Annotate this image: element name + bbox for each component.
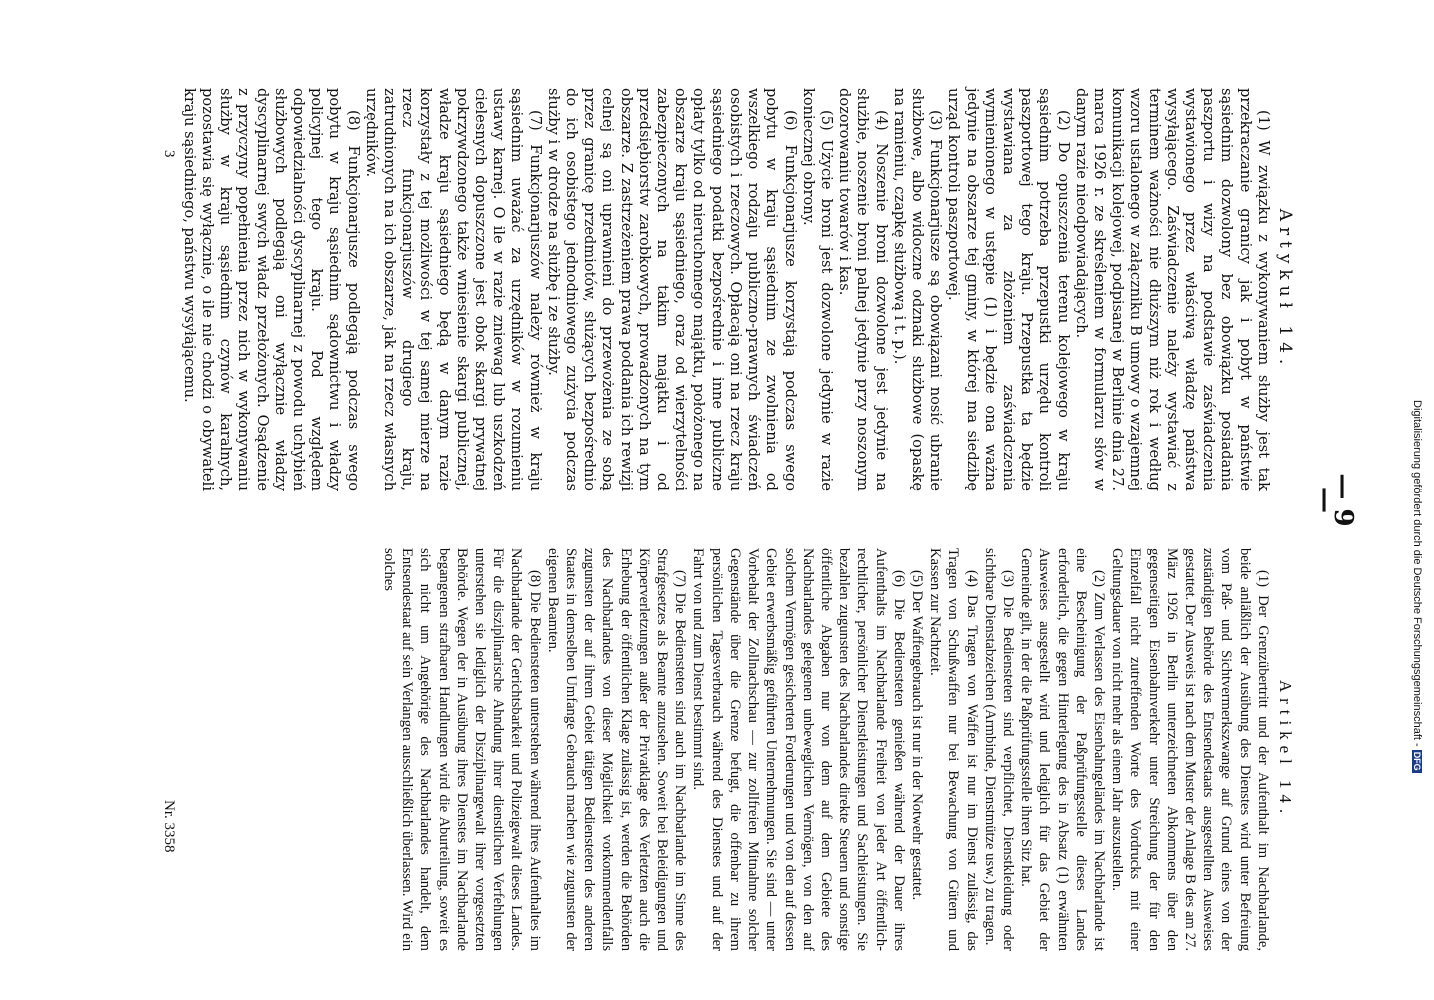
margin-note: [1411, 400, 1423, 773]
german-column: [380, 548, 1294, 951]
polish-paragraph: (1) W związku z wykonywaniem służby jest tak przekraczanie granicy jak i pobyt w państwie sąsiednim dozwolony bez obowiązku posiadania paszportu i wizy na podstawie zaświadczenia wystawionego przez właściwą władzę państwa wysyłającego. Zaświadczenie należy wystawiać z terminem ważności nie dłuższym niż rok i według wzoru ustalonego w załączniku B umowy o wzajemnej komunikacji kolejowej, podpisanej w Berlinie dnia 27. marca 1926 r. ze skreśleniem w formularzu słów w danym razie nieodpowiadających.: [1072, 88, 1272, 491]
german-paragraph: (3) Die Bediensteten sind verpflichtet, Dienstkleidung oder sichtbare Dienstabzeichen (Armbinde, Dienstmütze usw.) zu tragen.: [981, 548, 1016, 951]
german-paragraph: (4) Das Tragen von Waffen ist nur im Dienst zulässig, das Tragen von Schußwaffen nur bei Bewachung von Gütern und Kassen zur Nachtzeit.: [927, 548, 980, 951]
german-paragraph: (6) Die Bediensteten genießen während der Dauer ihres Aufenthalts im Nachbarlande Freiheit von jeder Art öffentlich-rechtlicher, persönlicher Dienstleistungen und Sachleistungen. Sie bezahlen zugunsten des Nachbarlandes direkte Steuern und sonstige öffentliche Abgaben nur von dem auf dem Gebiete des Nachbarlandes gelegenen unbeweglichen Vermögen, von den auf solchem Vermögen gesicherten Forderungen und von den auf dessen Gebiet erwerbsmäßig geführten Unternehmungen. Sie sind — unter Vorbehalt der Zollnachschau — zur zollfreien Mitnahme solcher Gegenstände über die Grenze befugt, die offenbar zu ihrem persönlichen Tagesverbrauch während des Dienstes und auf der Fahrt von und zum Dienst bestimmt sind.: [690, 548, 907, 951]
polish-paragraph: (4) Noszenie broni dozwolone jest jedynie na służbie, noszenie broni palnej jedynie przy noszonym dozorowaniu towarów i kas.: [836, 88, 890, 491]
dfg-logo: DFG: [1412, 751, 1422, 771]
funding-note: Digitalisierung gefördert durch die Deutsche Forschungsgemeinschaft -: [1411, 400, 1423, 747]
german-paragraph: (2) Zum Verlassen des Eisenbahngeländes im Nachbarlande ist eine Bescheinigung der Paßprüfungsstelle dieses Landes erforderlich, die gegen Hinterlegung des in Absatz (1) erwähnten Ausweises ausgestellt wird und lediglich für das Gebiet der Gemeinde gilt, in der die Paßprüfungsstelle ihren Sitz hat.: [1018, 548, 1107, 951]
polish-paragraph: (6) Funkcjonarjusze korzystają podczas swego pobytu w kraju sąsiednim ze zwolnienia od wszelkiego rodzaju publiczno-prawnych świadczeń osobistych i rzeczowych. Opłacają oni na rzecz kraju sąsiedniego podatki bezpośrednie i inne publiczne opłaty tylko od nieruchomego majątku, położonego na obszarze kraju sąsiedniego, oraz od wierzytelności zabezpieczonych na takim majątku i od przedsiębiorstw zarobkowych, prowadzonych na tym obszarze. Z zastrzeżeniem prawa poddania ich rewizji celnej są oni uprawnieni do przewożenia ze sobą przez granicę przedmiotów, służących bezpośrednio do ich osobistego jednodniowego zużycia podczas służby i w drodze na służbę i ze służby.: [544, 88, 799, 491]
polish-paragraph: (2) Do opuszczenia terenu kolejowego w kraju sąsiednim potrzeba przepustki urzędu kontroli paszportowej tego kraju. Przepustka ta będzie wystawiana za złożeniem zaświadczenia wymienionego w ustępie (1) i będzie ona ważna jedynie na obszarze tej gminy, w której ma siedzibę urząd kontroli paszportowej.: [945, 88, 1072, 491]
german-article-title: Artikel 14.: [1276, 679, 1295, 820]
polish-paragraph: (8) Funkcjonarjusze podlegają podczas swego pobytu w kraju sąsiednim sądownictwu i władzy policyjnej tego kraju. Pod względem odpowiedzialności dyscyplinarnej z powodu uchybień służbowych podlegają oni wyłącznie władzy dyscyplinarnej swych władz przełożonych. Osądzenie z przyczyny popełnienia przez nich w wykonywaniu służby w kraju sąsiednim czynów karalnych, pozostawia się wyłącznie, o ile nie chodzi o obywateli kraju sąsiedniego, państwu wysyłającemu.: [180, 88, 362, 491]
polish-article-title: Artykuł 14.: [1275, 208, 1295, 371]
polish-paragraph: (3) Funkcjonarjusze są obowiązani nosić ubranie służbowe, albo widoczne odznaki służbowe (opaskę na ramieniu, czapkę służbową i t. p.).: [890, 88, 945, 491]
polish-column: [180, 88, 1294, 491]
issue-number: Nr. 3358: [161, 800, 177, 853]
polish-paragraph: (5) Użycie broni jest dozwolone jedynie w razie koniecznej obrony.: [799, 88, 835, 491]
german-paragraph: (5) Der Waffengebrauch ist nur in der Notwehr gestattet.: [908, 570, 925, 901]
page-number: — 9 —: [1309, 473, 1358, 527]
german-paragraph: (7) Die Bediensteten sind auch im Nachbarlande im Sinne des Strafgesetzes als Beamte anzusehen. Soweit bei Beleidigungen und Körperverletzungen außer der Privatklage des Verletzten auch die Erhebung der öffentlichen Klage zulässig ist, werden die Behörden des Nachbarlandes von dieser Möglichkeit vorkommendenfalls zugunsten der auf ihrem Gebiet tätigen Bediensteten des anderen Staates in demselben Umfange Gebrauch machen wie zugunsten der eigenen Beamten.: [544, 548, 689, 951]
german-paragraph: (8) Die Bediensteten unterstehen während ihres Aufenthaltes im Nachbarlande der Gerichtsbarkeit und Polizeigewalt dieses Landes. Für die disziplinarische Ahndung ihrer dienstlichen Verfehlungen unterstehen sie lediglich der Disziplinargewalt ihrer vorgesetzten Behörde. Wegen der in Ausübung ihres Dienstes im Nachbarlande begangenen strafbaren Handlungen wird die Aburteilung, soweit es sich nicht um Angehörige des Nachbarlandes handelt, dem Entsendestaat auf sein Verlangen ausschließlich überlassen. Wird ein solches: [381, 548, 543, 951]
german-paragraph: (1) Der Grenzübertritt und der Aufenthalt im Nachbarlande, beide anläßlich der Ausübung des Dienstes wird unter Befreiung vom Paß- und Sichtvermerkszwange auf Grund eines von der zuständigen Behörde des Entsendestaats ausgestellten Ausweises gestattet. Der Ausweis ist nach dem Muster der Anlage B des am 27. März 1926 in Berlin unterzeichneten Abkommens über den gegenseitigen Eisenbahnverkehr unter Streichung der für den Einzelfall nicht zutreffenden Worte des Vordrucks mit einer Geltungsdauer von nicht mehr als einem Jahr auszustellen.: [1109, 548, 1271, 951]
polish-paragraph: (7) Funkcjonarjuszów należy również w kraju sąsiednim uważać za urzędników w rozumieniu ustawy karnej. O ile w razie zniewag lub uszkodzeń cielesnych dopuszczone jest obok skargi prywatnej pokrzywdzonego także wniesienie skargi publicznej, władze kraju sąsiedniego będą w danym razie korzystały z tej możliwości w tej samej mierze na rzecz funkcjonarjuszów drugiego kraju, zatrudnionych na ich obszarze, jak na rzecz własnych urzędników.: [362, 88, 544, 491]
sheet-signature: 3: [161, 150, 177, 158]
